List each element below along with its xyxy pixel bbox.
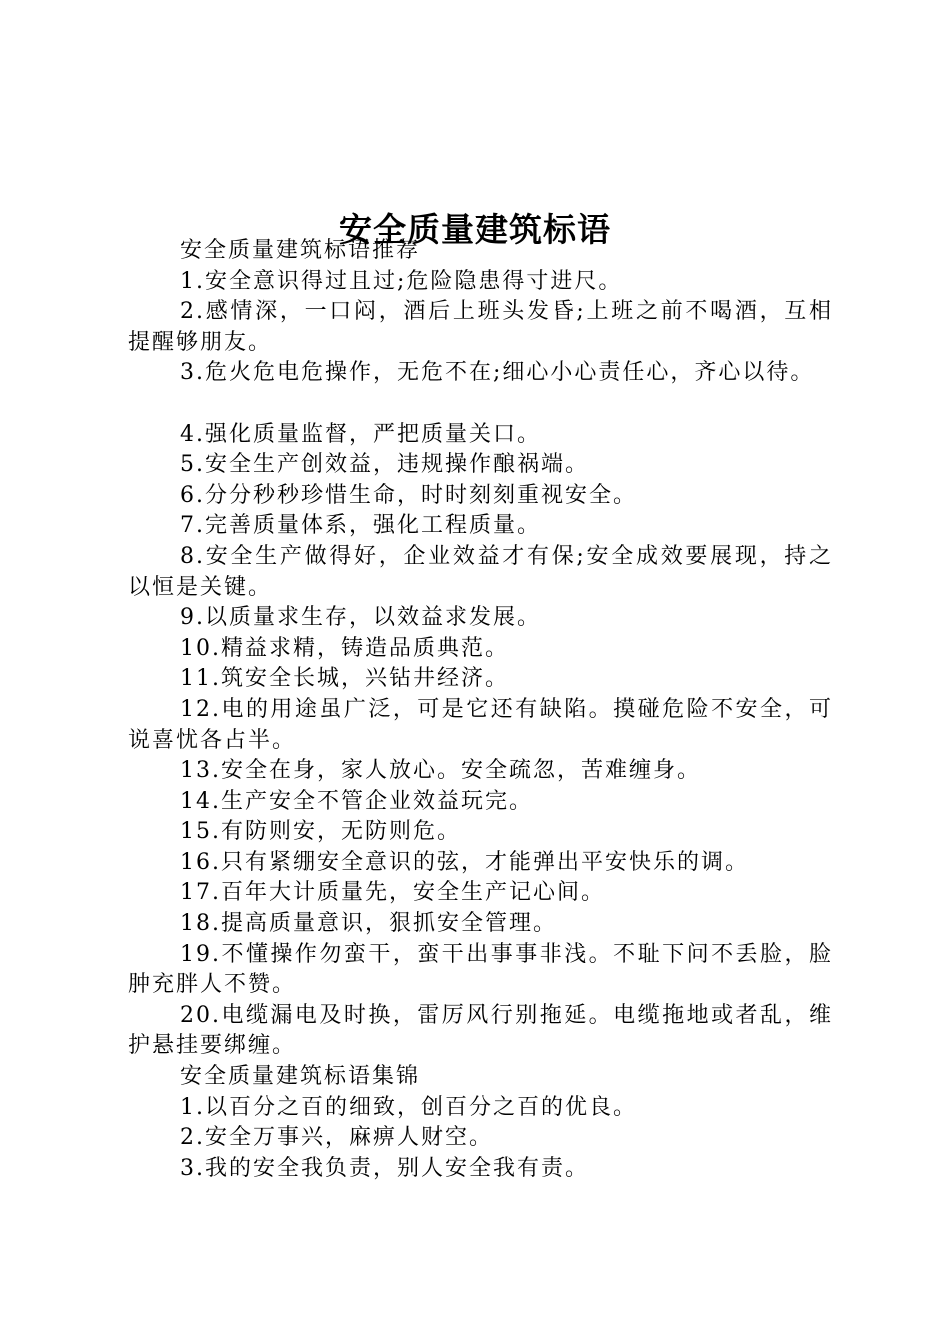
slogan-item: 2.安全万事兴，麻痹人财空。 xyxy=(180,1125,493,1151)
slogan-item: 6.分分秒秒珍惜生命，时时刻刻重视安全。 xyxy=(180,482,637,508)
slogan-item: 7.完善质量体系，强化工程质量。 xyxy=(180,513,541,539)
slogan-item: 3.我的安全我负责，别人安全我有责。 xyxy=(180,1155,589,1181)
document-title: 安全质量建筑标语 xyxy=(339,210,611,250)
slogan-item: 17.百年大计质量先，安全生产记心间。 xyxy=(180,880,605,906)
slogan-item: 18.提高质量意识，狠抓安全管理。 xyxy=(180,911,557,937)
slogan-item: 11.筑安全长城，兴钻井经济。 xyxy=(180,666,509,692)
slogan-item: 5.安全生产创效益，违规操作酿祸端。 xyxy=(180,452,589,478)
slogan-item: 15.有防则安，无防则危。 xyxy=(180,819,461,845)
slogan-item: 1.安全意识得过且过;危险隐患得寸进尺。 xyxy=(180,268,623,294)
slogan-item: 12.电的用途虽广泛，可是它还有缺陷。摸碰危险不安全，可说喜忧各占半。 xyxy=(128,696,833,753)
slogan-item: 14.生产安全不管企业效益玩完。 xyxy=(180,788,533,814)
slogan-item: 8.安全生产做得好，企业效益才有保;安全成效要展现，持之以恒是关键。 xyxy=(128,543,833,600)
slogan-item: 13.安全在身，家人放心。安全疏忽，苦难缠身。 xyxy=(180,758,701,784)
slogan-item: 2.感情深，一口闷，酒后上班头发昏;上班之前不喝酒，互相提醒够朋友。 xyxy=(128,299,833,355)
blank-line xyxy=(128,389,833,420)
section-heading-recommended: 安全质量建筑标语推荐 xyxy=(180,238,421,263)
slogan-item: 10.精益求精，铸造品质典范。 xyxy=(180,635,509,661)
slogan-item: 1.以百分之百的细致，创百分之百的优良。 xyxy=(180,1094,637,1120)
slogan-item: 4.强化质量监督，严把质量关口。 xyxy=(180,421,541,447)
slogan-item: 3.危火危电危操作，无危不在;细心小心责任心，齐心以待。 xyxy=(180,360,815,386)
slogan-item: 20.电缆漏电及时换，雷厉风行别拖延。电缆拖地或者乱，维护悬挂要绑缠。 xyxy=(128,1002,833,1059)
document-body xyxy=(128,236,833,1184)
section-heading-collection: 安全质量建筑标语集锦 xyxy=(180,1064,421,1090)
slogan-item: 9.以质量求生存，以效益求发展。 xyxy=(180,605,541,631)
slogan-item: 19.不懂操作勿蛮干，蛮干出事事非浅。不耻下问不丢脸，脸肿充胖人不赞。 xyxy=(128,941,833,998)
slogan-item: 16.只有紧绷安全意识的弦，才能弹出平安快乐的调。 xyxy=(180,849,749,875)
